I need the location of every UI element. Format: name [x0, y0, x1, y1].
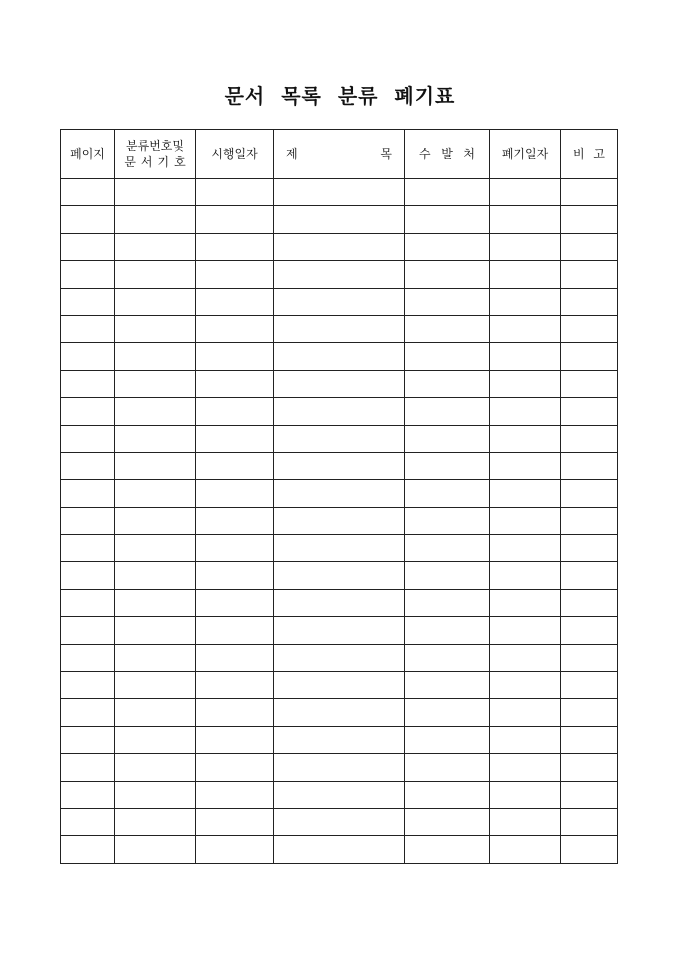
cell-page[interactable] — [61, 562, 115, 589]
cell-classification[interactable] — [115, 836, 196, 863]
header-page-label: 페이지 — [70, 147, 105, 161]
cell-page[interactable] — [61, 507, 115, 534]
cell-classification[interactable] — [115, 288, 196, 315]
cell-title[interactable] — [274, 343, 405, 370]
cell-remarks[interactable] — [561, 398, 618, 425]
header-classification-line2: 문서기호 — [124, 155, 191, 169]
table-row — [61, 644, 618, 671]
cell-title[interactable] — [274, 617, 405, 644]
cell-classification[interactable] — [115, 507, 196, 534]
cell-classification[interactable] — [115, 452, 196, 479]
cell-recipient[interactable] — [405, 589, 490, 616]
table-row — [61, 562, 618, 589]
table-row — [61, 370, 618, 397]
cell-page[interactable] — [61, 726, 115, 753]
header-remarks — [561, 130, 618, 179]
cell-classification[interactable] — [115, 425, 196, 452]
cell-title[interactable] — [274, 398, 405, 425]
cell-classification[interactable] — [115, 370, 196, 397]
cell-disposal-date[interactable] — [490, 370, 561, 397]
cell-title[interactable] — [274, 315, 405, 342]
cell-remarks[interactable] — [561, 206, 618, 233]
cell-remarks[interactable] — [561, 288, 618, 315]
table-row — [61, 507, 618, 534]
cell-page[interactable] — [61, 535, 115, 562]
document-list-table — [60, 129, 618, 864]
cell-remarks[interactable] — [561, 562, 618, 589]
cell-enforcement-date[interactable] — [196, 589, 274, 616]
cell-recipient[interactable] — [405, 261, 490, 288]
cell-remarks[interactable] — [561, 425, 618, 452]
cell-remarks[interactable] — [561, 781, 618, 808]
cell-enforcement-date[interactable] — [196, 261, 274, 288]
header-recipient-part1: 수 — [419, 147, 431, 161]
cell-enforcement-date[interactable] — [196, 535, 274, 562]
cell-page[interactable] — [61, 288, 115, 315]
cell-title[interactable] — [274, 452, 405, 479]
header-row — [61, 130, 618, 179]
cell-disposal-date[interactable] — [490, 672, 561, 699]
table-row — [61, 808, 618, 835]
header-enforcement-date — [196, 130, 274, 179]
cell-remarks[interactable] — [561, 589, 618, 616]
table-row — [61, 754, 618, 781]
table-row — [61, 343, 618, 370]
cell-classification[interactable] — [115, 398, 196, 425]
cell-enforcement-date[interactable] — [196, 562, 274, 589]
cell-title[interactable] — [274, 589, 405, 616]
cell-enforcement-date[interactable] — [196, 398, 274, 425]
cell-enforcement-date[interactable] — [196, 699, 274, 726]
cell-remarks[interactable] — [561, 754, 618, 781]
cell-page[interactable] — [61, 644, 115, 671]
table-body — [61, 179, 618, 864]
cell-enforcement-date[interactable] — [196, 726, 274, 753]
cell-disposal-date[interactable] — [490, 507, 561, 534]
cell-disposal-date[interactable] — [490, 179, 561, 206]
cell-classification[interactable] — [115, 206, 196, 233]
table-row — [61, 452, 618, 479]
cell-classification[interactable] — [115, 617, 196, 644]
cell-enforcement-date[interactable] — [196, 425, 274, 452]
cell-title[interactable] — [274, 261, 405, 288]
cell-recipient[interactable] — [405, 644, 490, 671]
cell-disposal-date[interactable] — [490, 562, 561, 589]
cell-recipient[interactable] — [405, 617, 490, 644]
cell-remarks[interactable] — [561, 672, 618, 699]
cell-remarks[interactable] — [561, 808, 618, 835]
cell-classification[interactable] — [115, 480, 196, 507]
cell-enforcement-date[interactable] — [196, 754, 274, 781]
table-row — [61, 179, 618, 206]
cell-enforcement-date[interactable] — [196, 781, 274, 808]
cell-page[interactable] — [61, 425, 115, 452]
cell-remarks[interactable] — [561, 836, 618, 863]
header-classification — [115, 130, 196, 179]
cell-page[interactable] — [61, 781, 115, 808]
cell-title[interactable] — [274, 699, 405, 726]
cell-classification[interactable] — [115, 343, 196, 370]
cell-enforcement-date[interactable] — [196, 288, 274, 315]
table-row — [61, 480, 618, 507]
cell-recipient[interactable] — [405, 206, 490, 233]
cell-classification[interactable] — [115, 726, 196, 753]
cell-recipient[interactable] — [405, 507, 490, 534]
cell-page[interactable] — [61, 315, 115, 342]
cell-page[interactable] — [61, 754, 115, 781]
cell-enforcement-date[interactable] — [196, 343, 274, 370]
page-title: 문서 목록 분류 폐기표 — [224, 84, 456, 108]
cell-page[interactable] — [61, 672, 115, 699]
cell-enforcement-date[interactable] — [196, 672, 274, 699]
cell-disposal-date[interactable] — [490, 754, 561, 781]
cell-disposal-date[interactable] — [490, 480, 561, 507]
cell-classification[interactable] — [115, 261, 196, 288]
cell-remarks[interactable] — [561, 507, 618, 534]
cell-page[interactable] — [61, 398, 115, 425]
header-title — [274, 130, 405, 179]
table-row — [61, 535, 618, 562]
header-title-part1: 제 — [286, 147, 298, 161]
cell-disposal-date[interactable] — [490, 808, 561, 835]
header-enforcement-date-label: 시행일자 — [211, 147, 258, 161]
table-row — [61, 699, 618, 726]
header-disposal-date — [490, 130, 561, 179]
cell-title[interactable] — [274, 754, 405, 781]
cell-disposal-date[interactable] — [490, 726, 561, 753]
cell-disposal-date[interactable] — [490, 206, 561, 233]
cell-remarks[interactable] — [561, 261, 618, 288]
cell-title[interactable] — [274, 808, 405, 835]
cell-disposal-date[interactable] — [490, 452, 561, 479]
cell-disposal-date[interactable] — [490, 233, 561, 260]
cell-title[interactable] — [274, 288, 405, 315]
table-row — [61, 425, 618, 452]
header-recipient — [405, 130, 490, 179]
table-row — [61, 233, 618, 260]
header-recipient-part3: 처 — [463, 147, 475, 161]
table-row — [61, 288, 618, 315]
cell-remarks[interactable] — [561, 315, 618, 342]
cell-remarks[interactable] — [561, 726, 618, 753]
cell-page[interactable] — [61, 836, 115, 863]
cell-enforcement-date[interactable] — [196, 836, 274, 863]
cell-classification[interactable] — [115, 672, 196, 699]
cell-enforcement-date[interactable] — [196, 233, 274, 260]
cell-disposal-date[interactable] — [490, 261, 561, 288]
cell-remarks[interactable] — [561, 699, 618, 726]
cell-classification[interactable] — [115, 315, 196, 342]
cell-enforcement-date[interactable] — [196, 370, 274, 397]
cell-remarks[interactable] — [561, 535, 618, 562]
cell-page[interactable] — [61, 452, 115, 479]
cell-recipient[interactable] — [405, 699, 490, 726]
cell-recipient[interactable] — [405, 808, 490, 835]
header-remarks-part2: 고 — [593, 147, 605, 161]
cell-page[interactable] — [61, 370, 115, 397]
cell-recipient[interactable] — [405, 452, 490, 479]
cell-page[interactable] — [61, 206, 115, 233]
cell-title[interactable] — [274, 425, 405, 452]
cell-remarks[interactable] — [561, 480, 618, 507]
cell-enforcement-date[interactable] — [196, 179, 274, 206]
cell-remarks[interactable] — [561, 233, 618, 260]
cell-enforcement-date[interactable] — [196, 315, 274, 342]
cell-classification[interactable] — [115, 644, 196, 671]
cell-title[interactable] — [274, 480, 405, 507]
cell-page[interactable] — [61, 261, 115, 288]
cell-classification[interactable] — [115, 781, 196, 808]
table-row — [61, 672, 618, 699]
cell-title[interactable] — [274, 206, 405, 233]
cell-title[interactable] — [274, 370, 405, 397]
cell-recipient[interactable] — [405, 425, 490, 452]
cell-title[interactable] — [274, 535, 405, 562]
cell-classification[interactable] — [115, 233, 196, 260]
cell-page[interactable] — [61, 699, 115, 726]
cell-classification[interactable] — [115, 562, 196, 589]
cell-disposal-date[interactable] — [490, 398, 561, 425]
header-disposal-date-label: 폐기일자 — [501, 147, 549, 161]
cell-recipient[interactable] — [405, 398, 490, 425]
header-recipient-part2: 발 — [441, 147, 453, 161]
header-page — [61, 130, 115, 179]
cell-classification[interactable] — [115, 179, 196, 206]
cell-recipient[interactable] — [405, 370, 490, 397]
header-title-part2: 목 — [380, 147, 392, 161]
cell-disposal-date[interactable] — [490, 644, 561, 671]
cell-recipient[interactable] — [405, 781, 490, 808]
table-row — [61, 781, 618, 808]
cell-classification[interactable] — [115, 808, 196, 835]
cell-recipient[interactable] — [405, 754, 490, 781]
cell-enforcement-date[interactable] — [196, 452, 274, 479]
cell-recipient[interactable] — [405, 562, 490, 589]
header-remarks-part1: 비 — [573, 147, 585, 161]
cell-remarks[interactable] — [561, 452, 618, 479]
cell-recipient[interactable] — [405, 480, 490, 507]
cell-title[interactable] — [274, 672, 405, 699]
cell-disposal-date[interactable] — [490, 288, 561, 315]
cell-classification[interactable] — [115, 699, 196, 726]
cell-enforcement-date[interactable] — [196, 644, 274, 671]
table-row — [61, 617, 618, 644]
cell-recipient[interactable] — [405, 726, 490, 753]
cell-title[interactable] — [274, 644, 405, 671]
cell-page[interactable] — [61, 808, 115, 835]
cell-enforcement-date[interactable] — [196, 480, 274, 507]
cell-recipient[interactable] — [405, 836, 490, 863]
cell-page[interactable] — [61, 233, 115, 260]
cell-page[interactable] — [61, 343, 115, 370]
cell-enforcement-date[interactable] — [196, 507, 274, 534]
cell-disposal-date[interactable] — [490, 781, 561, 808]
cell-classification[interactable] — [115, 589, 196, 616]
cell-disposal-date[interactable] — [490, 315, 561, 342]
cell-recipient[interactable] — [405, 288, 490, 315]
cell-page[interactable] — [61, 589, 115, 616]
cell-classification[interactable] — [115, 535, 196, 562]
cell-remarks[interactable] — [561, 370, 618, 397]
table-row — [61, 315, 618, 342]
cell-title[interactable] — [274, 726, 405, 753]
cell-recipient[interactable] — [405, 672, 490, 699]
cell-disposal-date[interactable] — [490, 699, 561, 726]
cell-title[interactable] — [274, 562, 405, 589]
cell-disposal-date[interactable] — [490, 589, 561, 616]
cell-disposal-date[interactable] — [490, 836, 561, 863]
table-row — [61, 726, 618, 753]
table-row — [61, 836, 618, 863]
cell-page[interactable] — [61, 179, 115, 206]
cell-enforcement-date[interactable] — [196, 808, 274, 835]
cell-recipient[interactable] — [405, 179, 490, 206]
cell-title[interactable] — [274, 179, 405, 206]
cell-disposal-date[interactable] — [490, 617, 561, 644]
cell-disposal-date[interactable] — [490, 425, 561, 452]
cell-page[interactable] — [61, 480, 115, 507]
cell-remarks[interactable] — [561, 617, 618, 644]
table-row — [61, 589, 618, 616]
cell-title[interactable] — [274, 507, 405, 534]
table-row — [61, 261, 618, 288]
cell-disposal-date[interactable] — [490, 535, 561, 562]
cell-disposal-date[interactable] — [490, 343, 561, 370]
cell-recipient[interactable] — [405, 233, 490, 260]
header-classification-line1: 분류번호및 — [126, 139, 184, 153]
table-row — [61, 206, 618, 233]
cell-recipient[interactable] — [405, 343, 490, 370]
cell-recipient[interactable] — [405, 315, 490, 342]
cell-title[interactable] — [274, 836, 405, 863]
cell-remarks[interactable] — [561, 179, 618, 206]
table-row — [61, 398, 618, 425]
cell-enforcement-date[interactable] — [196, 206, 274, 233]
cell-enforcement-date[interactable] — [196, 617, 274, 644]
cell-remarks[interactable] — [561, 644, 618, 671]
cell-title[interactable] — [274, 781, 405, 808]
cell-title[interactable] — [274, 233, 405, 260]
cell-remarks[interactable] — [561, 343, 618, 370]
cell-page[interactable] — [61, 617, 115, 644]
cell-classification[interactable] — [115, 754, 196, 781]
cell-recipient[interactable] — [405, 535, 490, 562]
